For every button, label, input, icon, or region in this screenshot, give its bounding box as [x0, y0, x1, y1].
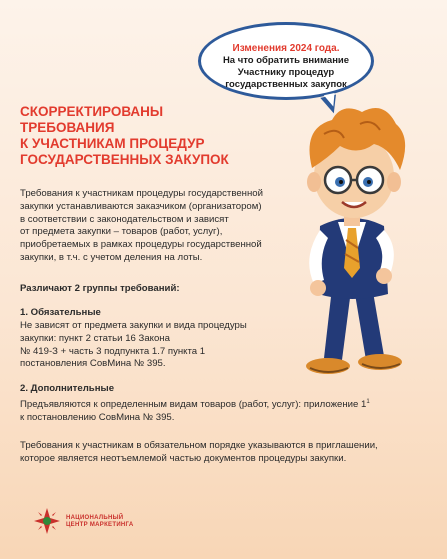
- footnote-mark: 1: [366, 399, 370, 405]
- group-2-line-1: Предъявляются к определенным видам товаров (работ, услуг): приложение 1: [20, 399, 367, 411]
- logo-text: [66, 515, 134, 529]
- intro-line: в соответствии с законодательством и зависят: [20, 213, 229, 225]
- speech-bubble: [198, 22, 374, 100]
- group-2-line: [20, 396, 430, 412]
- group-1-heading: 1. Обязательные: [20, 307, 101, 318]
- page-title: [20, 104, 260, 168]
- footer-paragraph: [20, 440, 430, 466]
- group-1-line: № 419-З + часть 3 подпункта 1.7 пункта 1: [20, 345, 206, 357]
- group-1-line: закупки: пункт 2 статьи 16 Закона: [20, 332, 170, 344]
- bubble-line-2: На что обратить внимание: [222, 55, 350, 66]
- group-2-heading: 2. Дополнительные: [20, 383, 115, 394]
- bubble-line-4: государственных закупок: [225, 79, 347, 90]
- intro-line: закупки устанавливаются заказчиком (организатором): [20, 200, 262, 212]
- group-2-text: [20, 396, 430, 425]
- title-line-4: ГОСУДАРСТВЕННЫХ ЗАКУПОК: [20, 152, 229, 167]
- intro-line: Требования к участникам процедуры государственной: [20, 188, 263, 199]
- intro-line: закупки, в т.ч. с учетом деления на лоты.: [20, 251, 203, 263]
- footer-line: Требования к участникам в обязательном порядке указываются в приглашении,: [20, 440, 378, 451]
- groups-heading: Различают 2 группы требований:: [20, 283, 180, 294]
- title-line-2: ТРЕБОВАНИЯ: [20, 120, 115, 135]
- footer-line: которое является неотъемлемой частью документов процедуры закупки.: [20, 452, 347, 464]
- logo-line-2: ЦЕНТР МАРКЕТИНГА: [66, 522, 134, 528]
- national-marketing-center-logo-icon: [32, 506, 62, 536]
- bubble-line-1: Изменения 2024 года.: [232, 43, 340, 54]
- bubble-line-3: Участнику процедур: [237, 67, 335, 78]
- title-line-3: К УЧАСТНИКАМ ПРОЦЕДУР: [20, 136, 205, 151]
- group-1-line: Не зависят от предмета закупки и вида процедуры: [20, 320, 247, 331]
- intro-line: приобретаемых в рамках процедуры государственной: [20, 239, 262, 251]
- group-1-text: [20, 320, 290, 371]
- group-1-line: постановления СовМина № 395.: [20, 358, 166, 370]
- group-2-line-2: к постановлению СовМина № 395.: [20, 411, 175, 423]
- intro-paragraph: [20, 188, 320, 265]
- logo-line-1: НАЦИОНАЛЬНЫЙ: [66, 515, 124, 521]
- intro-line: от предмета закупки – товаров (работ, услуг),: [20, 226, 223, 238]
- title-line-1: СКОРРЕКТИРОВАНЫ: [20, 104, 164, 119]
